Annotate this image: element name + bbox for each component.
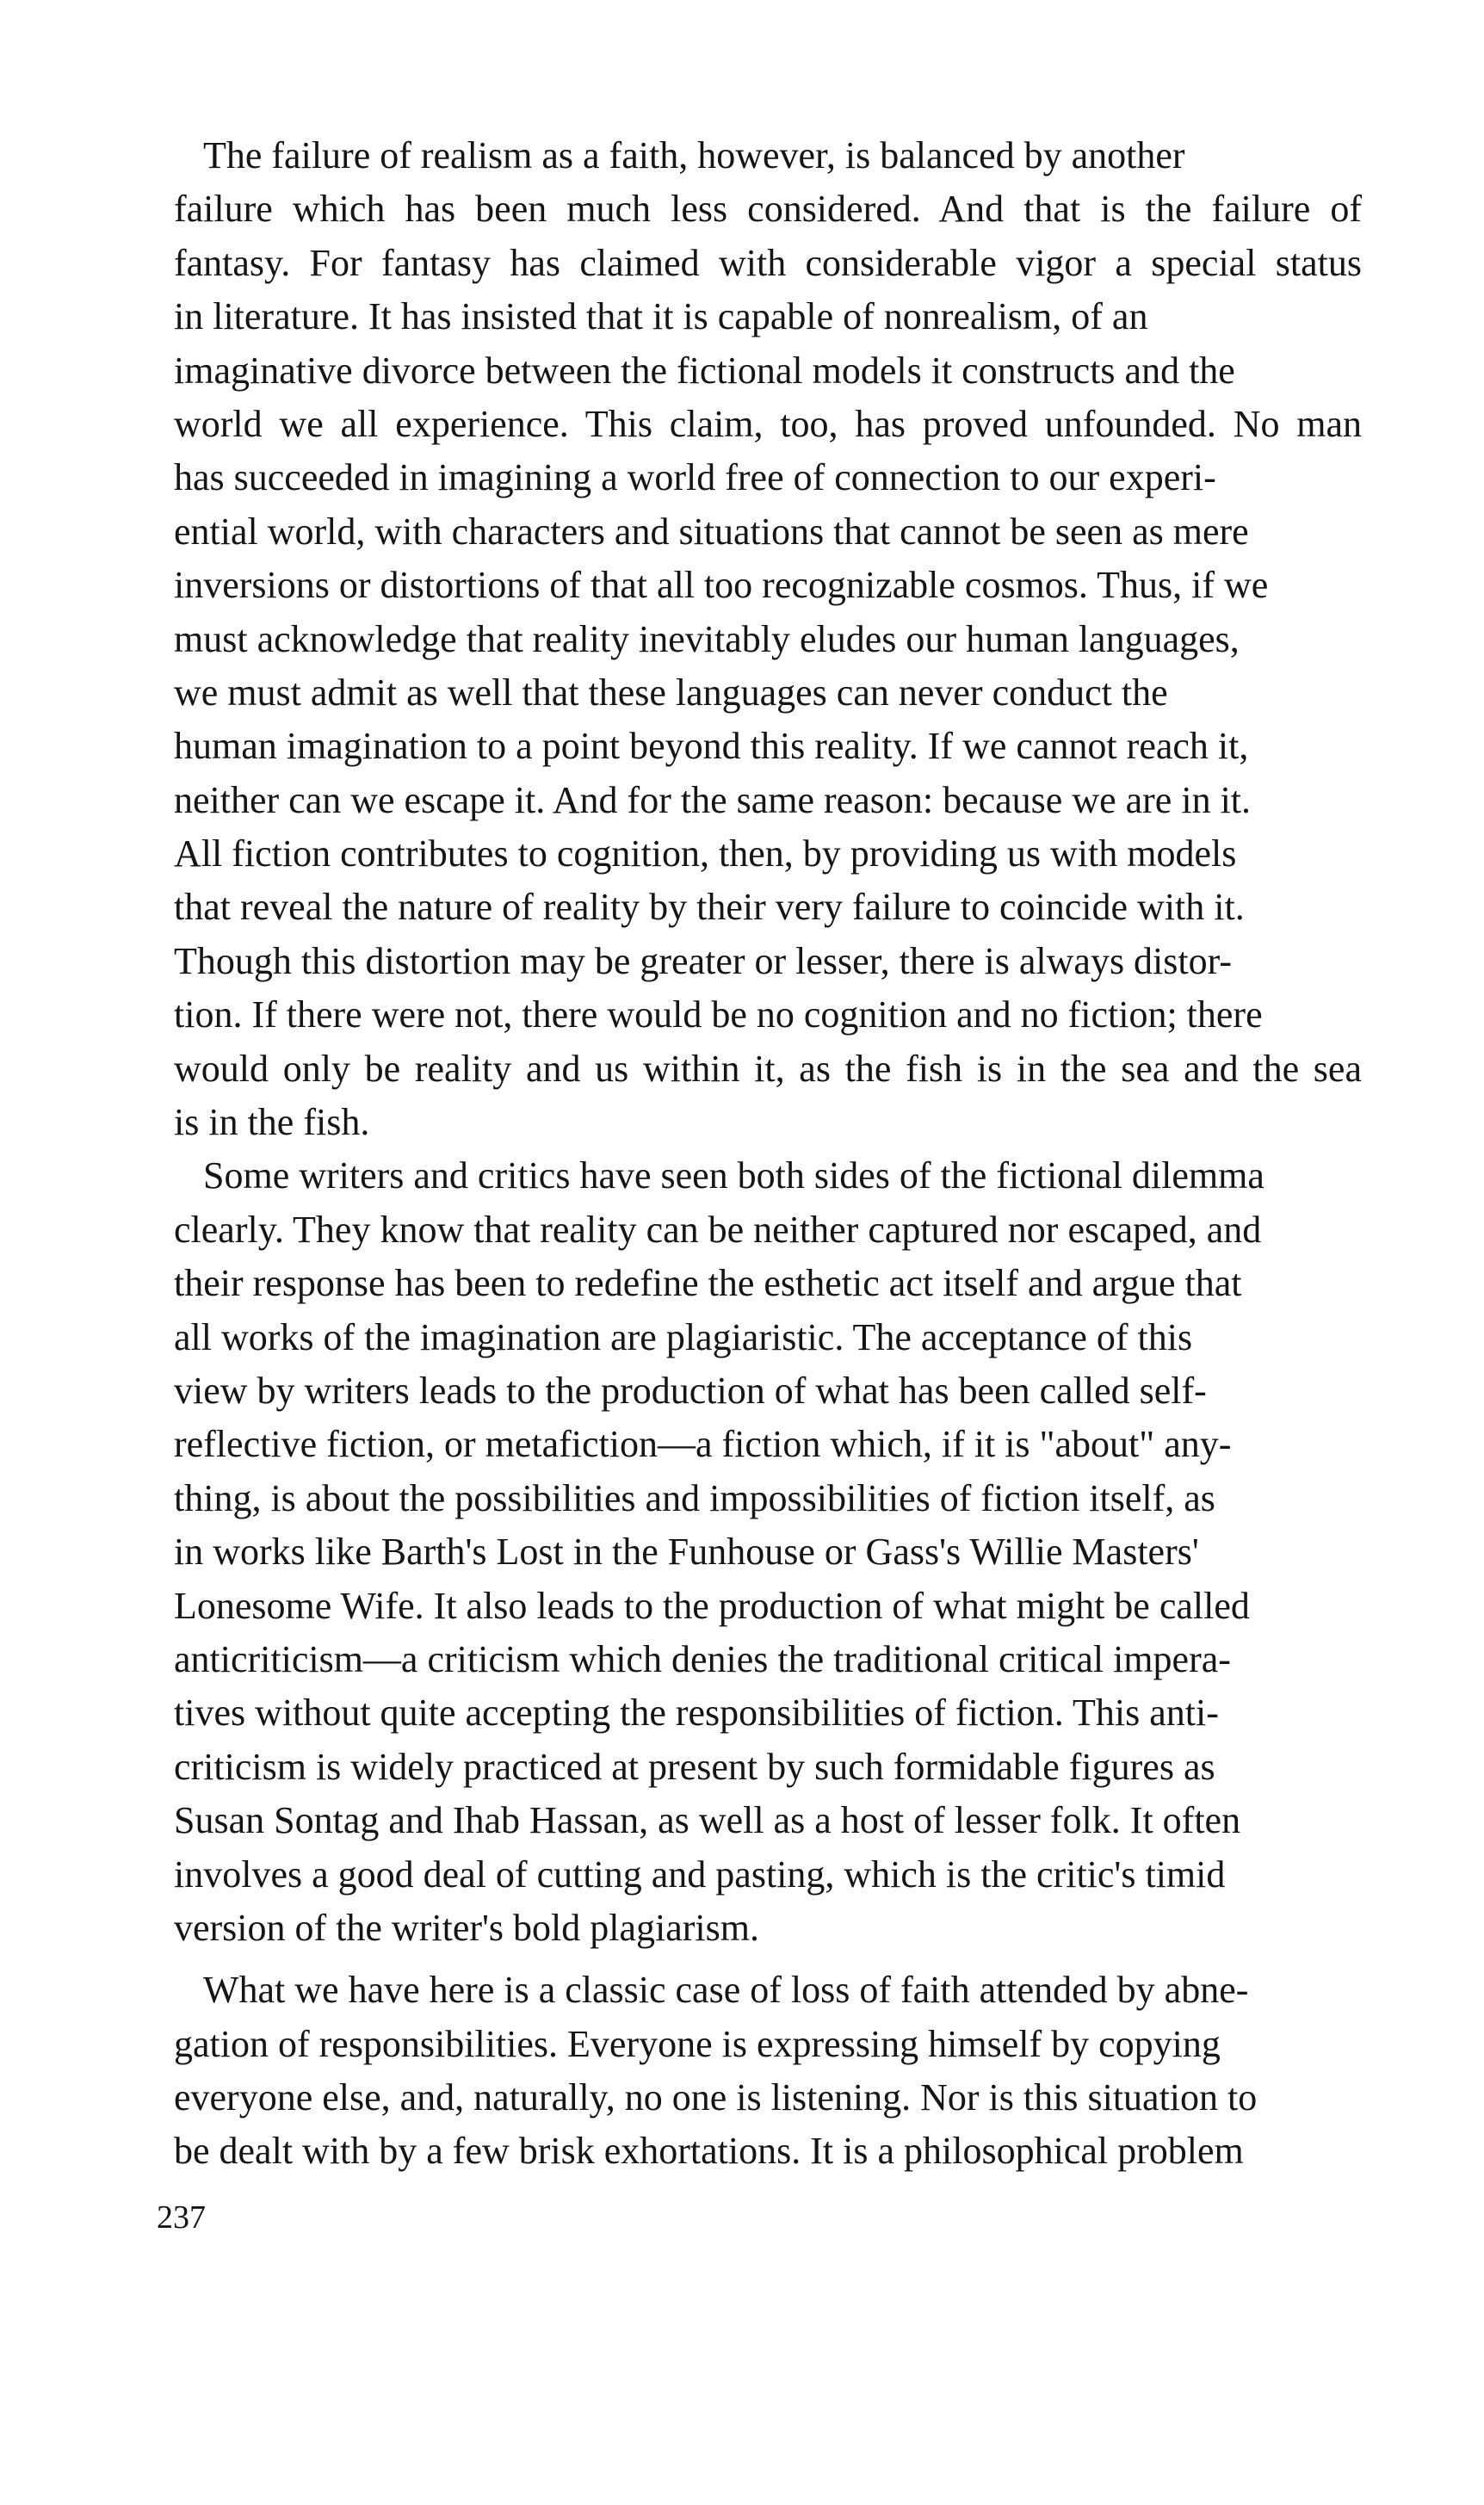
text-line: tion. If there were not, there would be no cognition and no fiction; there (174, 993, 1263, 1036)
text-line: be dealt with by a few brisk exhortations. It is a philosophical problem (174, 2130, 1244, 2173)
text-line: would only be reality and us within it, as the fish is in the sea and the sea (174, 1047, 1362, 1090)
text-line: everyone else, and, naturally, no one is listening. Nor is this situation to (174, 2076, 1258, 2119)
text-line: ential world, with characters and situations that cannot be seen as mere (174, 510, 1249, 553)
text-line: Lonesome Wife. It also leads to the production of what might be called (174, 1584, 1250, 1627)
text-line: that reveal the nature of reality by their very failure to coincide with it. (174, 886, 1245, 929)
text-line: Though this distortion may be greater or lesser, there is always distor- (174, 939, 1233, 982)
text-line: fantasy. For fantasy has claimed with considerable vigor a special status (174, 241, 1362, 284)
text-line: criticism is widely practiced at present by such formidable figures as (174, 1745, 1215, 1788)
text-line: tives without quite accepting the responsibilities of fiction. This anti- (174, 1692, 1219, 1735)
text-line: world we all experience. This claim, too, has proved unfounded. No man (174, 402, 1362, 445)
text-line: human imagination to a point beyond this reality. If we cannot reach it, (174, 725, 1249, 768)
text-line: imaginative divorce between the fictional models it constructs and the (174, 349, 1235, 392)
page-number: 237 (157, 2199, 206, 2236)
text-line: All fiction contributes to cognition, then, by providing us with models (174, 832, 1237, 875)
body-text (174, 129, 1362, 2179)
text-line: clearly. They know that reality can be neither captured nor escaped, and (174, 1208, 1262, 1251)
text-line: in literature. It has insisted that it is capable of nonrealism, of an (174, 295, 1148, 338)
text-line: reflective fiction, or metafiction—a fiction which, if it is "about" any- (174, 1423, 1232, 1466)
text-line: view by writers leads to the production of what has been called self- (174, 1369, 1207, 1412)
text-line: is in the fish. (174, 1101, 370, 1144)
text-line: has succeeded in imagining a world free of connection to our experi- (174, 456, 1216, 499)
text-line: their response has been to redefine the esthetic act itself and argue that (174, 1262, 1242, 1305)
text-line: we must admit as well that these languages can never conduct the (174, 671, 1168, 714)
text-line: Some writers and critics have seen both sides of the fictional dilemma (203, 1154, 1264, 1197)
text-line: involves a good deal of cutting and pasting, which is the critic's timid (174, 1852, 1226, 1896)
text-line: gation of responsibilities. Everyone is expressing himself by copying (174, 2022, 1221, 2065)
text-line: thing, is about the possibilities and impossibilities of fiction itself, as (174, 1476, 1215, 1519)
paragraph-3 (174, 1964, 1362, 2179)
text-line: anticriticism—a criticism which denies the traditional critical impera- (174, 1637, 1231, 1680)
text-line: inversions or distortions of that all too recognizable cosmos. Thus, if we (174, 564, 1269, 607)
text-line: all works of the imagination are plagiaristic. The acceptance of this (174, 1315, 1193, 1358)
paragraph-1 (174, 129, 1362, 1149)
text-line: failure which has been much less considered. And that is the failure of (174, 188, 1362, 231)
text-line: neither can we escape it. And for the same reason: because we are in it. (174, 778, 1252, 821)
text-line: in works like Barth's Lost in the Funhouse or Gass's Willie Masters' (174, 1531, 1199, 1574)
text-line: version of the writer's bold plagiarism. (174, 1906, 760, 1949)
text-line: The failure of realism as a faith, however, is balanced by another (203, 134, 1185, 176)
text-line: must acknowledge that reality inevitably eludes our human languages, (174, 617, 1240, 660)
paragraph-2 (174, 1149, 1362, 1955)
text-line: What we have here is a classic case of loss of faith attended by abne- (203, 1969, 1249, 2012)
text-line: Susan Sontag and Ihab Hassan, as well as a host of lesser folk. It often (174, 1799, 1241, 1842)
